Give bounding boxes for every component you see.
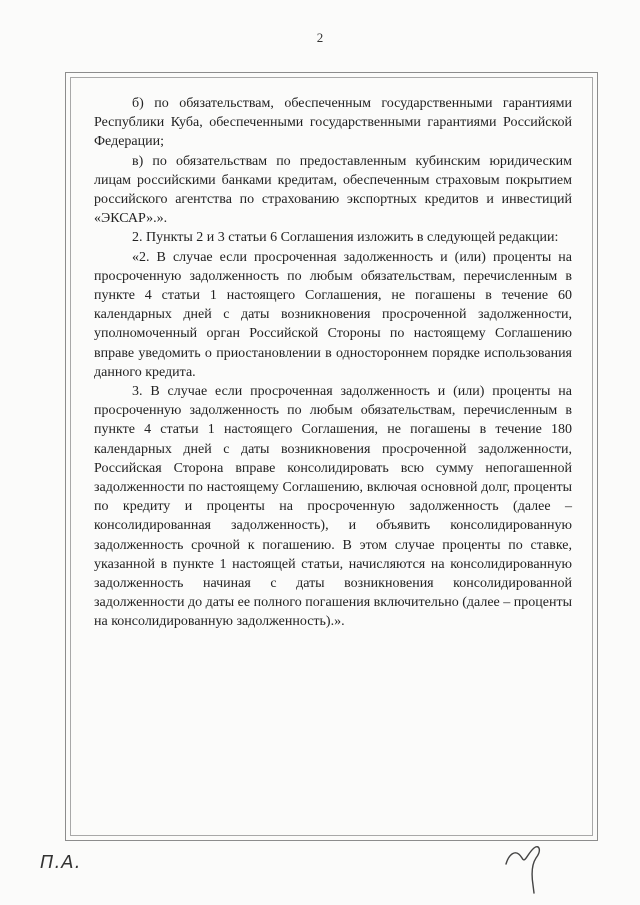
paragraph-clause-3: 3. В случае если просроченная задолженность и (или) проценты на просроченную задолженность по любым обязательствам, перечисленным в пункте 4 статьи 1 настоящего Соглашения, не погашены в течение 180 календарных дней с даты возникновения просроченной задолженности, Российская Сторона вправе консолидировать всю сумму непогашенной задолженности по настоящему Соглашению, включая основной долг, проценты по кредиту и проценты на просроченную задолженность (далее – консолидированная задолженность), и объявить консолидированную задолженность срочной к погашению. В этом случае проценты по ставке, указанной в пункте 1 настоящей статьи, начисляются на консолидированную задолженность начиная с даты возникновения консолидированной задолженности до даты ее полного погашения включительно (далее – проценты на консолидированную задолженность).». (94, 384, 572, 630)
paragraph-b: б) по обязательствам, обеспеченным государственными гарантиями Республики Куба, обеспеченными государственными гарантиями Российской Федерации; (94, 96, 572, 150)
page-number: 2 (316, 30, 324, 45)
handwritten-initials: П.А. (40, 852, 82, 873)
document-body (94, 94, 572, 632)
handwritten-signature (500, 840, 550, 895)
paragraph-item-2: 2. Пункты 2 и 3 статьи 6 Соглашения изложить в следующей редакции: (132, 230, 559, 246)
paragraph-v: в) по обязательствам по предоставленным кубинским юридическим лицам российскими банками кредитам, обеспеченным страховым покрытием российского агентства по страхованию экспортных кредитов и инвестиций «ЭКСАР».». (94, 153, 572, 227)
paragraph-clause-2: «2. В случае если просроченная задолженность и (или) проценты на просроченную задолженность по любым обязательствам, перечисленным в пункте 4 статьи 1 настоящего Соглашения, не погашены в течение 60 календарных дней с даты возникновения просроченной задолженности, уполномоченный орган Российской Стороны по настоящему Соглашению вправе уведомить о приостановлении в одностороннем порядке использования данного кредита. (94, 249, 572, 380)
